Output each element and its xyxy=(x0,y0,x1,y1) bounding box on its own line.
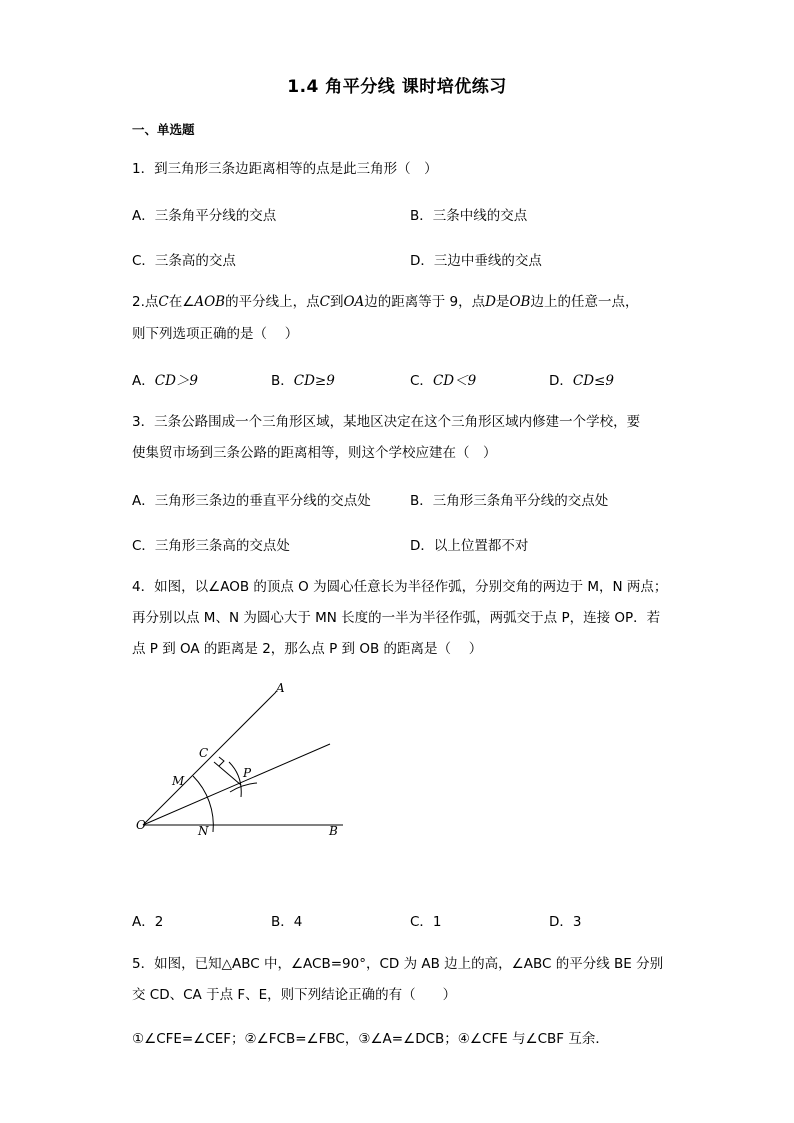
arc-from-n xyxy=(230,783,257,792)
ray-oa xyxy=(143,692,276,825)
label-b: B xyxy=(329,824,338,838)
label-n: N xyxy=(198,824,209,838)
q4-option-b: B．4 xyxy=(271,914,303,930)
question-4-line-2: 再分别以点 M、N 为圆心大于 MN 长度的一半为半径作弧，两弧交于点 P，连接 OP．若 xyxy=(132,610,661,626)
q3-option-d: D．以上位置都不对 xyxy=(410,538,529,554)
q2-option-d: D．CD≤9 xyxy=(549,373,614,389)
question-2-line-2: 则下列选项正确的是（ ） xyxy=(132,326,299,342)
q4-option-d: D．3 xyxy=(549,914,582,930)
q1-option-b: B．三条中线的交点 xyxy=(410,208,528,224)
label-a: A xyxy=(276,681,285,695)
question-3-line-2: 使集贸市场到三条公路的距离相等，则这个学校应建在（ ） xyxy=(132,445,497,461)
question-4-line-3: 点 P 到 OA 的距离是 2，那么点 P 到 OB 的距离是（ ） xyxy=(132,641,483,657)
q1-option-c: C．三条高的交点 xyxy=(132,253,236,269)
q4-option-c: C．1 xyxy=(410,914,442,930)
q3-option-a: A．三角形三条边的垂直平分线的交点处 xyxy=(132,493,371,509)
question-1-stem: 1．到三角形三条边距离相等的点是此三角形（ ） xyxy=(132,161,438,177)
question-5-line-1: 5．如图，已知△ABC 中，∠ACB=90°，CD 为 AB 边上的高，∠ABC 的平分线 BE 分别 xyxy=(132,956,664,972)
page-title: 1.4 角平分线 课时培优练习 xyxy=(287,77,507,97)
question-3-line-1: 3．三条公路围成一个三角形区域，某地区决定在这个三角形区域内修建一个学校，要 xyxy=(132,414,641,430)
question-5-line-2: 交 CD、CA 于点 F、E，则下列结论正确的有（ ） xyxy=(132,987,457,1003)
angle-bisector-figure xyxy=(126,672,356,848)
q4-option-a: A．2 xyxy=(132,914,164,930)
question-2-line-1: 2.点C在∠AOB的平分线上，点C到OA边的距离等于 9，点D是OB边上的任意一点， xyxy=(132,294,639,310)
q3-option-c: C．三角形三条高的交点处 xyxy=(132,538,290,554)
section-heading: 一、单选题 xyxy=(132,122,195,137)
label-o: O xyxy=(136,818,146,832)
question-4-line-1: 4．如图，以∠AOB 的顶点 O 为圆心任意长为半径作弧，分别交角的两边于 M，N 两点； xyxy=(132,579,668,595)
label-c: C xyxy=(199,746,209,760)
q3-option-b: B．三角形三条角平分线的交点处 xyxy=(410,493,609,509)
q1-option-d: D．三边中垂线的交点 xyxy=(410,253,542,269)
q2-option-b: B．CD≥9 xyxy=(271,373,335,389)
question-5-statements: ①∠CFE=∠CEF；②∠FCB=∠FBC，③∠A=∠DCB；④∠CFE 与∠CBF 互余． xyxy=(132,1031,609,1047)
label-p: P xyxy=(243,766,252,780)
q1-option-a: A．三条角平分线的交点 xyxy=(132,208,277,224)
right-angle-mark xyxy=(219,757,224,766)
q2-option-c: C．CD＜9 xyxy=(410,373,477,389)
label-m: M xyxy=(172,774,185,788)
q2-option-a: A．CD＞9 xyxy=(132,373,198,389)
